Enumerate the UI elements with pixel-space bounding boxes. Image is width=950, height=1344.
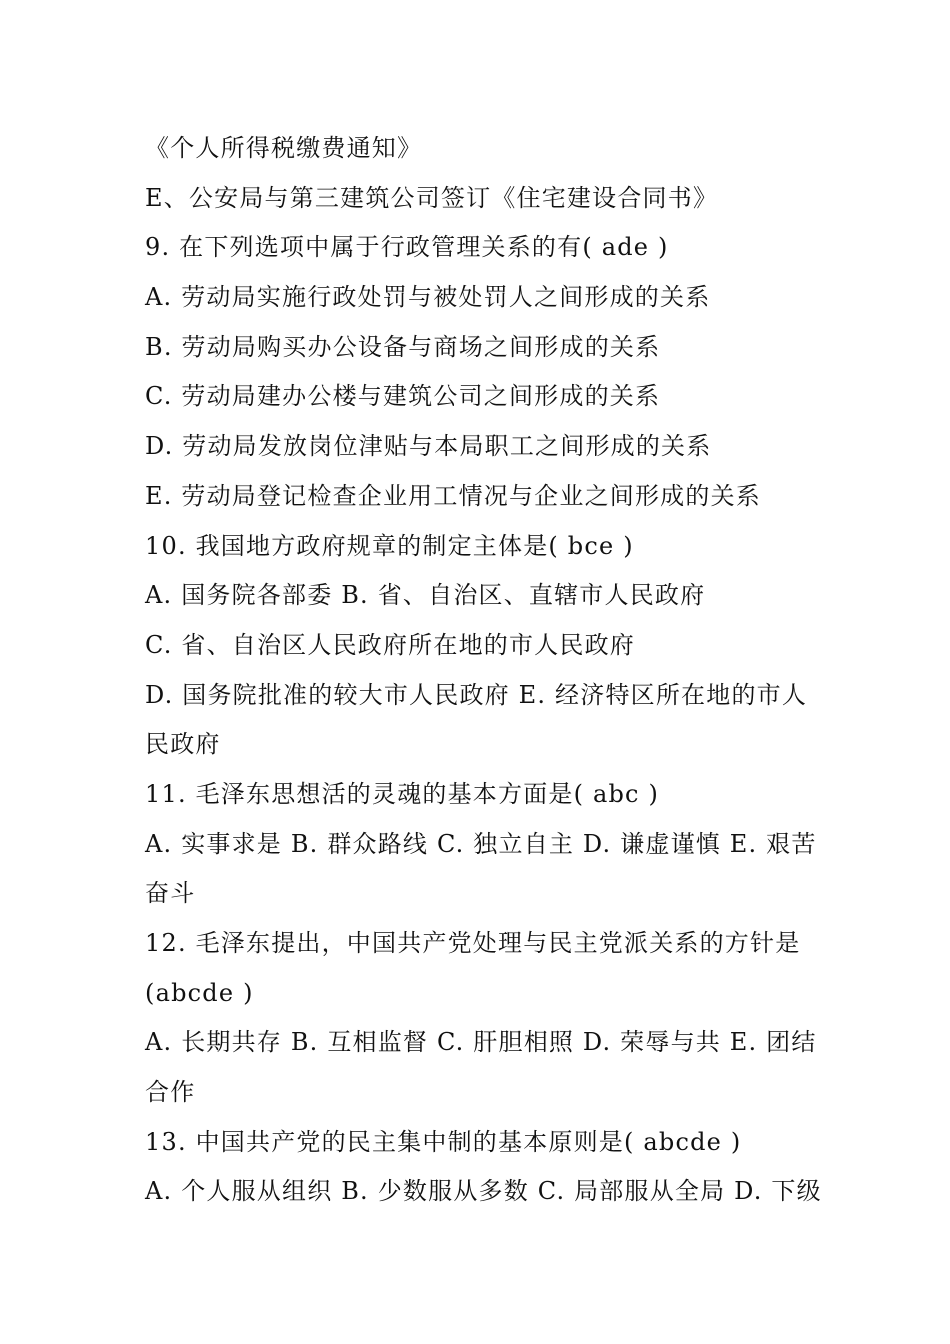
option-line: C. 劳动局建办公楼与建筑公司之间形成的关系 — [145, 382, 661, 411]
option-line: A. 个人服从组织 B. 少数服从多数 C. 局部服从全局 D. 下级 — [145, 1177, 822, 1206]
answer-line: (abcde ) — [145, 978, 254, 1007]
question-11: 11. 毛泽东思想活的灵魂的基本方面是( abc ) — [145, 779, 660, 808]
question-9: 9. 在下列选项中属于行政管理关系的有( ade ) — [145, 233, 669, 262]
option-line: D. 劳动局发放岗位津贴与本局职工之间形成的关系 — [145, 432, 712, 461]
option-line: 民政府 — [145, 730, 221, 759]
option-line: 合作 — [145, 1078, 196, 1107]
option-line: A. 实事求是 B. 群众路线 C. 独立自主 D. 谦虚谨慎 E. 艰苦 — [145, 829, 817, 858]
option-line: D. 国务院批准的较大市人民政府 E. 经济特区所在地的市人 — [145, 680, 808, 709]
text-line: 《个人所得税缴费通知》 — [145, 134, 423, 162]
text-line: E、公安局与第三建筑公司签订《住宅建设合同书》 — [145, 183, 719, 212]
option-line: A. 国务院各部委 B. 省、自治区、直辖市人民政府 — [145, 581, 706, 610]
option-line: 奋斗 — [145, 879, 196, 908]
option-line: A. 劳动局实施行政处罚与被处罚人之间形成的关系 — [145, 283, 711, 312]
option-line: B. 劳动局购买办公设备与商场之间形成的关系 — [145, 332, 661, 361]
option-line: C. 省、自治区人民政府所在地的市人民政府 — [145, 630, 635, 659]
question-10: 10. 我国地方政府规章的制定主体是( bce ) — [145, 531, 634, 560]
option-line: A. 长期共存 B. 互相监督 C. 肝胆相照 D. 荣辱与共 E. 团结 — [145, 1028, 817, 1057]
question-13: 13. 中国共产党的民主集中制的基本原则是( abcde ) — [145, 1127, 742, 1156]
question-12: 12. 毛泽东提出，中国共产党处理与民主党派关系的方针是 — [145, 929, 801, 957]
option-line: E. 劳动局登记检查企业用工情况与企业之间形成的关系 — [145, 481, 761, 510]
document-body — [145, 124, 825, 1217]
